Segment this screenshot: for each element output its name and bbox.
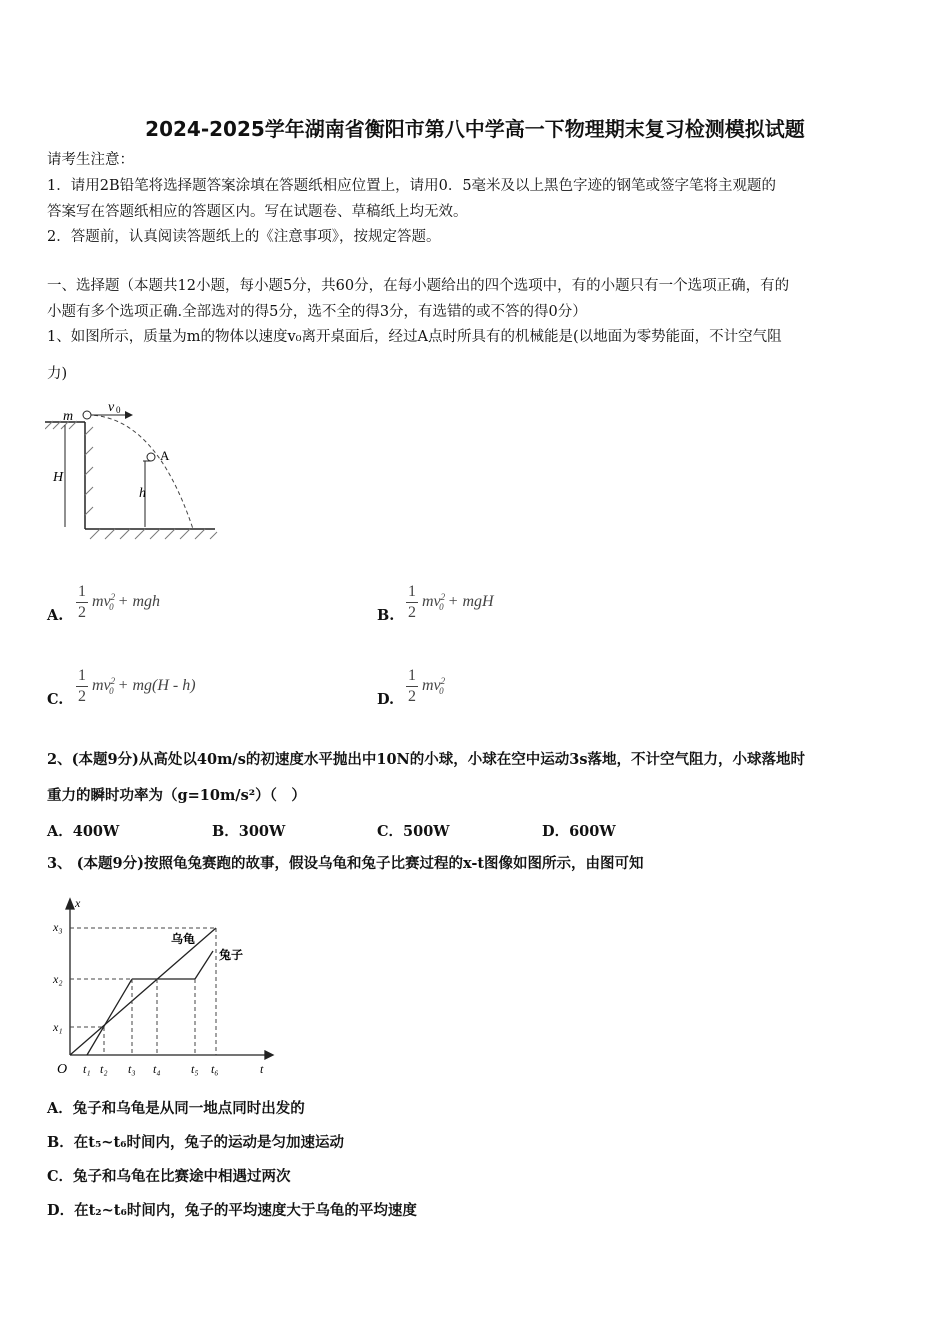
question-1-text: 力) xyxy=(47,366,68,382)
q3-option-b: B．在t₅~t₆时间内，兔子的运动是匀加速运动 xyxy=(47,1134,345,1151)
q2-option-d: D．600W xyxy=(542,823,616,840)
notice-line: 答案写在答题纸相应的答题区内。写在试题卷、草稿纸上均无效。 xyxy=(47,204,468,220)
axis-t-label: t xyxy=(260,1062,264,1076)
label-v0-sub: 0 xyxy=(116,405,121,415)
notice-heading: 请考生注意： xyxy=(47,152,134,168)
origin-label: O xyxy=(57,1062,68,1077)
question-2-text: 重力的瞬时功率为（g=10m/s²）（ ） xyxy=(47,787,306,804)
tick-t6: t₆ xyxy=(211,1062,219,1076)
label-m: m xyxy=(63,409,74,424)
q2-option-a: A．400W xyxy=(47,823,120,840)
axis-x-label: x xyxy=(75,896,81,910)
page-title: 2024-2025学年湖南省衡阳市第八中学高一下物理期末复习检测模拟试题 xyxy=(145,117,805,141)
label-h: h xyxy=(139,486,146,501)
tick-x1: x₁ xyxy=(53,1020,63,1034)
xt-graph-figure xyxy=(45,893,285,1078)
option-c-formula: $\frac{1}{2}$ $mv^2_0 + mg(H - h)$ xyxy=(78,667,196,705)
option-label: B. xyxy=(377,607,395,624)
tick-t2: t₂ xyxy=(100,1062,108,1076)
label-H: H xyxy=(53,470,64,485)
notice-line: 2．答题前，认真阅读答题纸上的《注意事项》，按规定答题。 xyxy=(47,229,441,245)
label-A: A xyxy=(160,448,170,463)
tick-x2: x₂ xyxy=(53,972,63,986)
q2-option-c: C．500W xyxy=(377,823,450,840)
question-3-text: 3、 (本题9分)按照龟兔赛跑的故事，假设乌龟和兔子比赛过程的x-t图像如图所示，由图可知 xyxy=(47,855,644,872)
q2-option-b: B．300W xyxy=(212,823,286,840)
q3-option-c: C．兔子和乌龟在比赛途中相遇过两次 xyxy=(47,1168,291,1185)
tick-t3: t₃ xyxy=(128,1062,136,1076)
tick-t4: t₄ xyxy=(153,1062,161,1076)
tick-x3: x₃ xyxy=(53,920,63,934)
notice-line: 1．请用2B铅笔将选择题答案涂填在答题纸相应位置上，请用0．5毫米及以上黑色字迹的钢笔或签字笔将主观题的 xyxy=(47,178,777,194)
rabbit-label: 兔子 xyxy=(219,948,244,962)
label-v0: v xyxy=(108,400,115,415)
option-a-formula: $\frac{1}{2}$ $mv^2_0$ + mgh xyxy=(78,583,161,621)
tortoise-label: 乌龟 xyxy=(171,932,196,946)
option-d-formula: $\frac{1}{2}$ $mv^2_0$ xyxy=(408,667,446,705)
section-heading: 小题有多个选项正确.全部选对的得5分，选不全的得3分，有选错的或不答的得0分） xyxy=(47,304,587,320)
tick-t1: t₁ xyxy=(83,1062,91,1076)
option-b-formula: $\frac{1}{2}$ $mv^2_0$ + mgH xyxy=(408,583,494,621)
q3-option-a: A．兔子和乌龟是从同一地点同时出发的 xyxy=(47,1100,305,1117)
option-label: D. xyxy=(377,691,395,708)
q3-option-d: D．在t₂~t₆时间内，兔子的平均速度大于乌龟的平均速度 xyxy=(47,1202,417,1219)
option-label: C. xyxy=(47,691,64,708)
projectile-figure xyxy=(45,395,220,545)
section-heading: 一、选择题（本题共12小题，每小题5分，共60分，在每小题给出的四个选项中，有的小题只有一个选项正确，有的 xyxy=(47,278,790,294)
question-1-text: 1、如图所示，质量为m的物体以速度v₀离开桌面后，经过A点时所具有的机械能是(以地面为零势能面，不计空气阻 xyxy=(47,329,782,345)
tick-t5: t₅ xyxy=(191,1062,199,1076)
question-2-text: 2、(本题9分)从高处以40m/s的初速度水平抛出中10N的小球，小球在空中运动3s落地，不计空气阻力，小球落地时 xyxy=(47,751,806,768)
option-label: A. xyxy=(47,607,64,624)
